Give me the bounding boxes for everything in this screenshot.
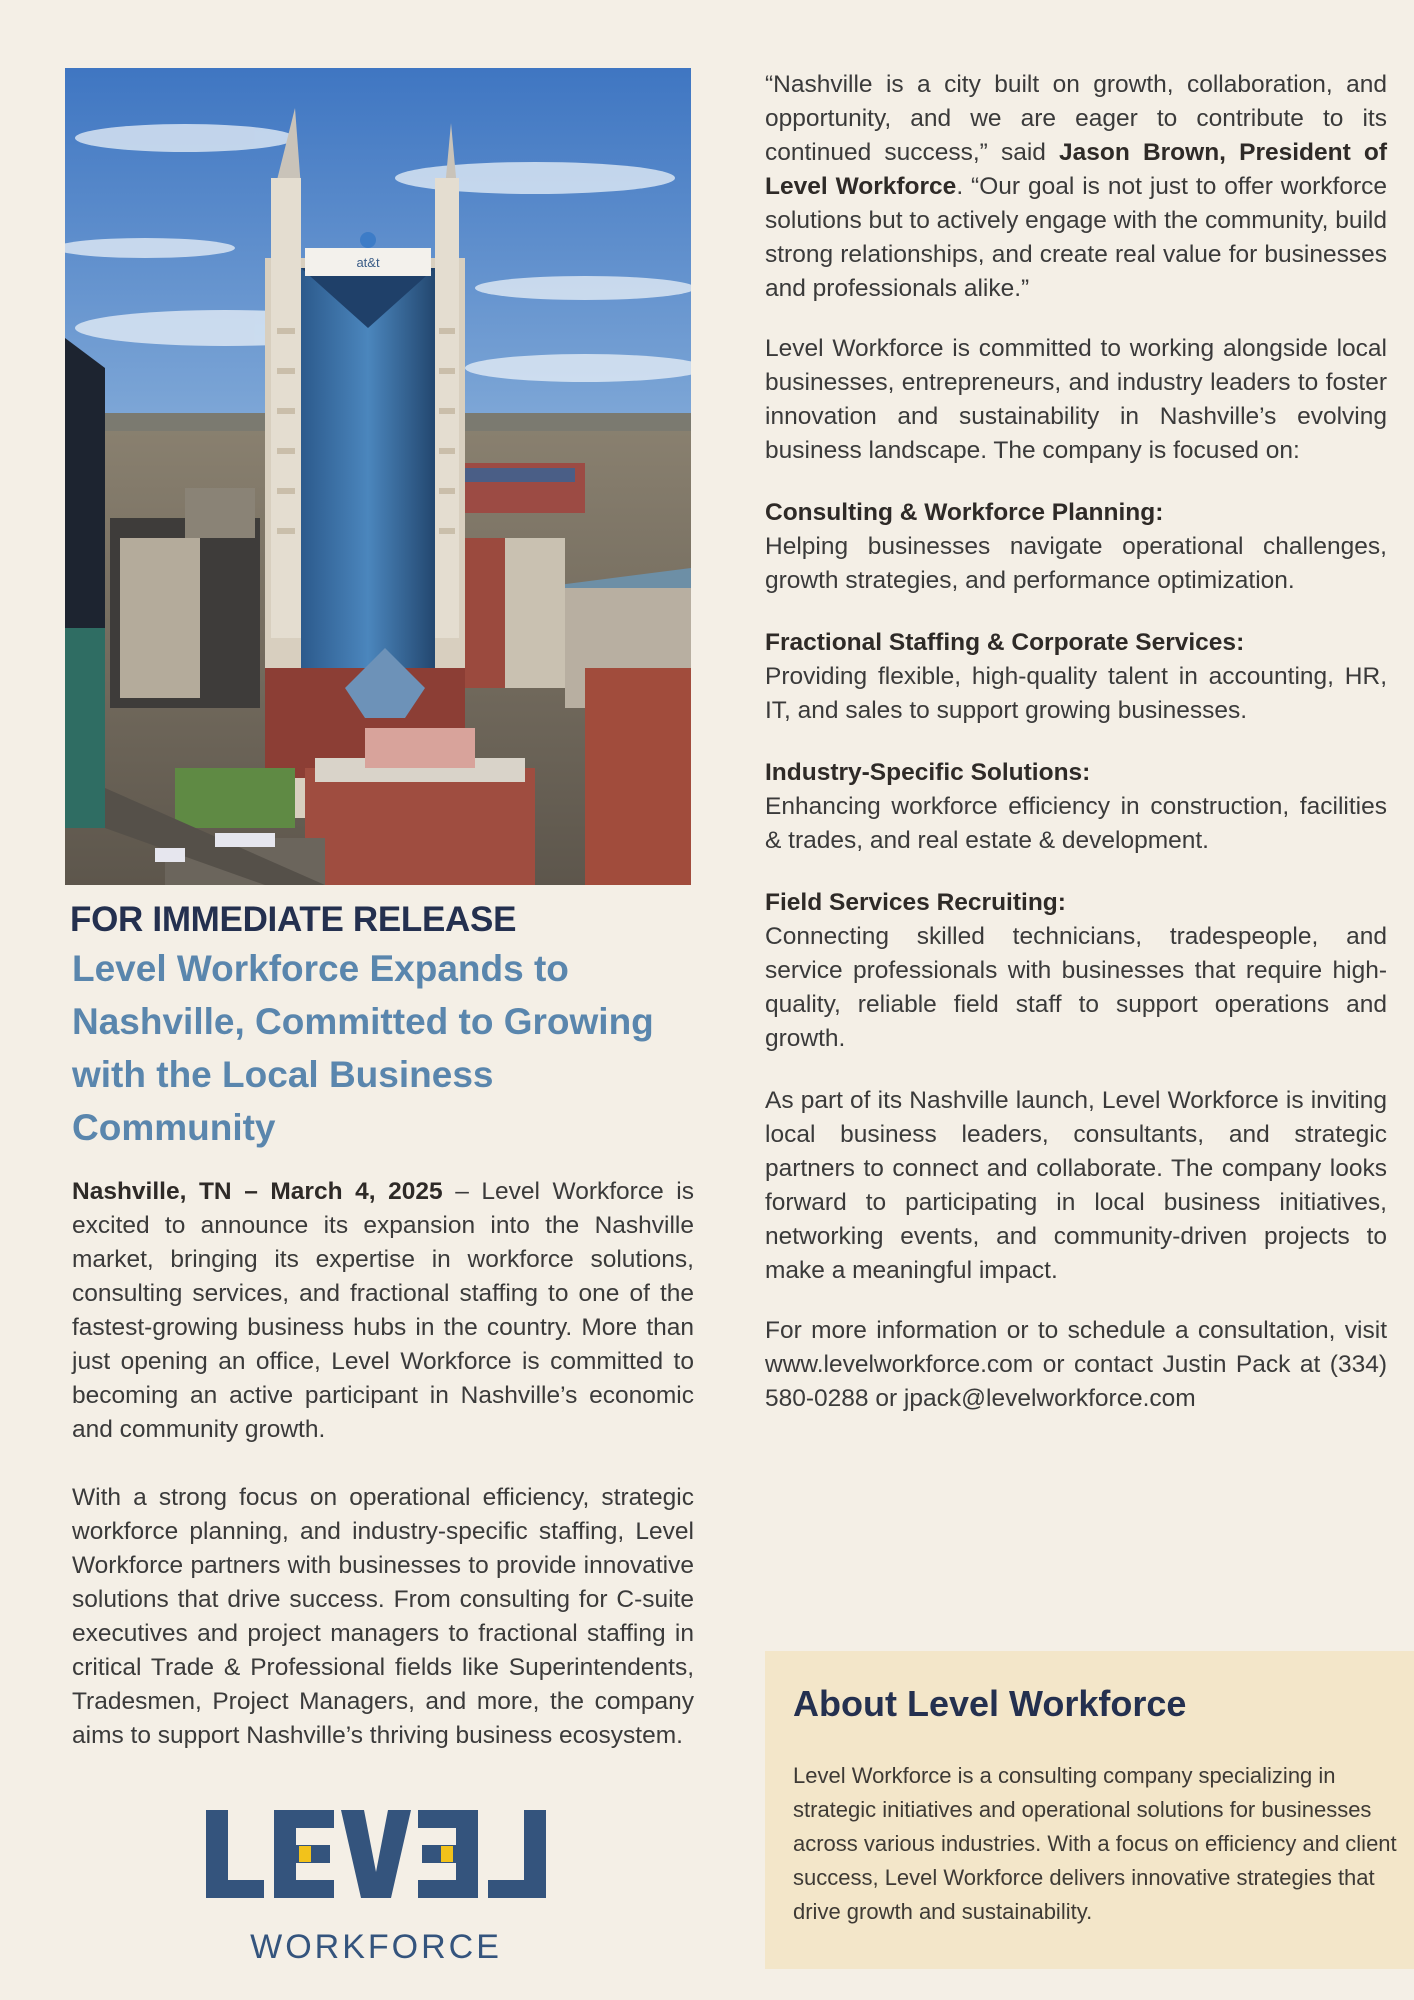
focus-area-title: Fractional Staffing & Corporate Services:	[765, 629, 1245, 656]
focus-area	[765, 886, 1387, 1056]
quote-start: “Nashville is a city built on growth, collaboration, and opportunity, and we are eager to contribute to its continued success,” said	[765, 71, 1387, 166]
focus-area	[765, 756, 1387, 858]
release-label: FOR IMMEDIATE RELEASE	[70, 900, 517, 939]
about-title: About Level Workforce	[793, 1683, 1187, 1724]
focus-area-title: Consulting & Workforce Planning:	[765, 499, 1164, 526]
dateline: Nashville, TN – March 4, 2025	[72, 1178, 443, 1205]
quote-end: . “Our goal is not just to offer workforce solutions but to actively engage with the community, build strong relationships, and create real value for businesses and professionals alike.”	[765, 173, 1387, 302]
focus-area-title: Field Services Recruiting:	[765, 889, 1066, 916]
intro-paragraph	[72, 1175, 694, 1447]
intro-text: – Level Workforce is excited to announce its expansion into the Nashville market, bringing its expertise in workforce solutions, consulting services, and fractional staffing to one of the fastest-growing business hubs in the country. More than just opening an office, Level Workforce is committed to becoming an active participant in Nashville’s economic and community growth.	[72, 1178, 694, 1443]
left-body	[72, 1175, 694, 1787]
focus-area	[765, 496, 1387, 598]
quote-paragraph	[765, 68, 1387, 306]
quote-name: Jason Brown, President of Level Workforce	[765, 139, 1387, 200]
focus-paragraph: With a strong focus on operational efficiency, strategic workforce planning, and industry-specific staffing, Level Workforce partners with businesses to provide innovative solutions that drive success. From consulting for C-suite executives and project managers to fractional staffing in critical Trade & Professional fields like Superintendents, Tradesmen, Project Managers, and more, the company aims to support Nashville’s thriving business ecosystem.	[72, 1484, 694, 1749]
right-body	[765, 68, 1387, 1442]
contact-paragraph: For more information or to schedule a consultation, visit www.levelworkforce.com or contact Justin Pack at (334) 580-0288 or jpack@levelworkforce.com	[765, 1317, 1387, 1412]
svg-text:at&t: at&t	[356, 255, 380, 270]
focus-area-text: Helping businesses navigate operational challenges, growth strategies, and performance optimization.	[765, 533, 1387, 594]
nashville-skyline-photo	[65, 68, 691, 885]
focus-area-text: Enhancing workforce efficiency in construction, facilities & trades, and real estate & development.	[765, 793, 1387, 854]
committed-paragraph: Level Workforce is committed to working alongside local businesses, entrepreneurs, and industry leaders to foster innovation and sustainability in Nashville’s evolving business landscape. The company is focused on:	[765, 335, 1387, 464]
headline: Level Workforce Expands to Nashville, Committed to Growing with the Local Business Community	[72, 948, 654, 1148]
about-text: Level Workforce is a consulting company specializing in strategic initiatives and operational solutions for businesses across various industries. With a focus on efficiency and client success, Level Workforce delivers innovative strategies that drive growth and sustainability.	[793, 1763, 1397, 1924]
about-box	[765, 1651, 1414, 1969]
focus-area-title: Industry-Specific Solutions:	[765, 759, 1091, 786]
focus-area-text: Connecting skilled technicians, tradespeople, and service professionals with businesses that require high-quality, reliable field staff to support operations and growth.	[765, 923, 1387, 1052]
focus-area-text: Providing flexible, high-quality talent in accounting, HR, IT, and sales to support growing businesses.	[765, 663, 1387, 724]
focus-area	[765, 626, 1387, 728]
launch-paragraph: As part of its Nashville launch, Level Workforce is inviting local business leaders, consultants, and strategic partners to connect and collaborate. The company looks forward to participating in local business initiatives, networking events, and community-driven projects to make a meaningful impact.	[765, 1087, 1387, 1284]
logo-subtitle: WORKFORCE	[250, 1928, 502, 1966]
